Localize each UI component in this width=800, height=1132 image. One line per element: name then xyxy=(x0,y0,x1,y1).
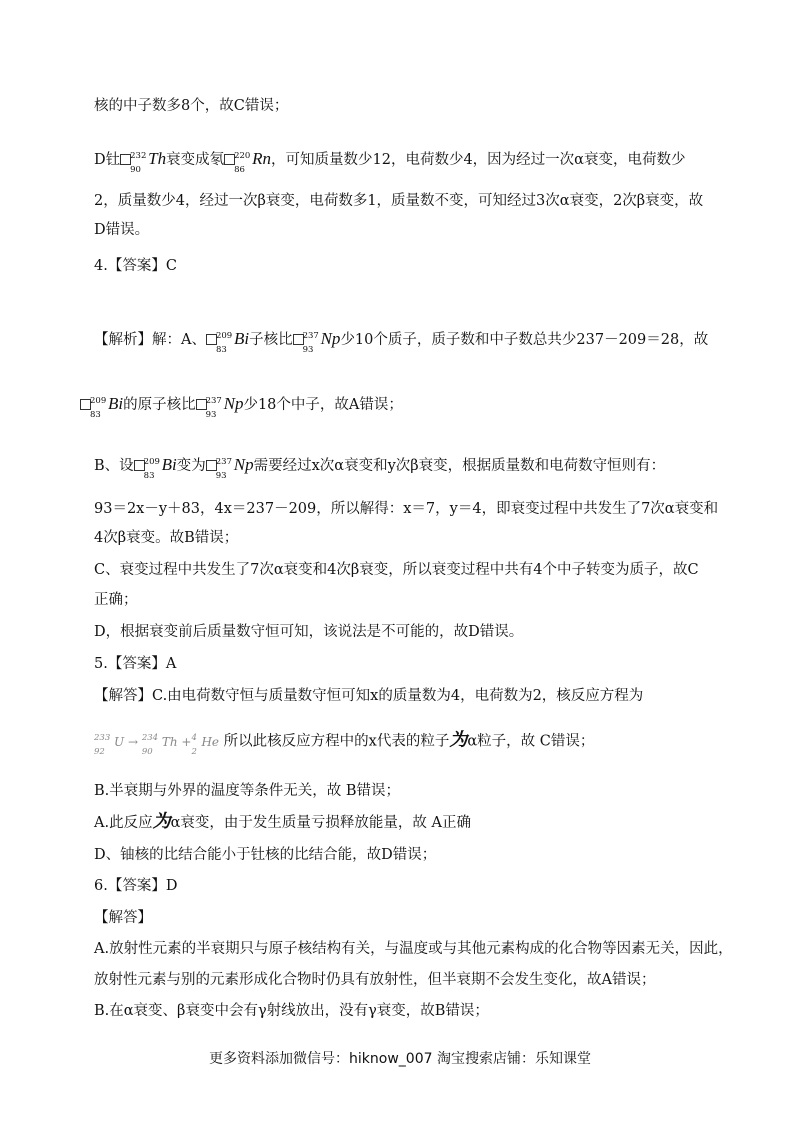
text-span: 少18个中子，故A错误； xyxy=(243,397,403,413)
mass-number: 237 xyxy=(215,457,232,467)
text-line: B.在α衰变、β衰变中会有γ射线放出，没有γ衰变，故B错误； xyxy=(94,1003,489,1019)
mass-number: 209 xyxy=(215,331,233,341)
mass-number: 233 xyxy=(94,733,111,743)
charge-number: 83 xyxy=(90,410,101,420)
charge-number: 92 xyxy=(94,747,105,757)
charge-number: 93 xyxy=(302,345,314,355)
text-line xyxy=(94,454,760,481)
text-line: 正确； xyxy=(94,592,138,608)
text-span: 衰变成氡 xyxy=(166,152,225,168)
text-span: 子核比 xyxy=(249,332,293,348)
text-span: α衰变，由于发生质量亏损释放能量，故 A正确 xyxy=(170,815,471,831)
mass-number: 209 xyxy=(90,396,107,406)
element-symbol: Bi xyxy=(108,394,124,413)
text-line: 核的中子数多8个，故C错误； xyxy=(94,98,289,114)
charge-number: 90 xyxy=(130,165,141,175)
answer-heading: 5.【答案】A xyxy=(94,656,177,672)
text-line: D、铀核的比结合能小于钍核的比结合能，故D错误； xyxy=(94,847,437,863)
mass-number: 220 xyxy=(234,151,251,161)
text-line: 【解答】C.由电荷数守恒与质量数守恒可知x的质量数为4，电荷数为2，核反应方程为 xyxy=(94,688,644,704)
text-line xyxy=(94,729,760,757)
plus-sign: + xyxy=(181,734,192,749)
text-span: A.此反应 xyxy=(94,815,153,831)
mass-number: 237 xyxy=(302,331,319,341)
text-span: 为 xyxy=(449,729,468,751)
text-line xyxy=(94,148,760,175)
charge-number: 93 xyxy=(215,471,227,481)
text-span: 【解析】解：A、 xyxy=(94,332,206,348)
text-span: B、设 xyxy=(94,458,134,474)
text-line: 93＝2x－y＋83，4x＝237－209，所以解得：x＝7，y＝4，即衰变过程中共发生了7次α衰变和 xyxy=(94,501,719,517)
mass-number: 232 xyxy=(130,151,147,161)
text-span: 为 xyxy=(152,811,171,832)
charge-number: 83 xyxy=(215,345,227,355)
reaction-equation-image xyxy=(94,733,220,757)
text-line: C、衰变过程中共发生了7次α衰变和4次β衰变，所以衰变过程中共有4个中子转变为质子，故C xyxy=(94,562,699,578)
mass-number: 4 xyxy=(191,733,197,743)
bismuth-isotope xyxy=(80,393,108,420)
uranium-isotope xyxy=(94,730,114,757)
charge-number: 2 xyxy=(191,747,197,757)
mass-number: 209 xyxy=(143,457,160,467)
text-line: D错误。 xyxy=(94,222,150,238)
text-span: α粒子，故 C错误； xyxy=(467,733,595,750)
text-line: 放射性元素与别的元素形成化合物时仍具有放射性，但半衰期不会发生变化，故A错误； xyxy=(94,972,656,988)
text-span: 所以此核反应方程中的x代表的粒子 xyxy=(223,733,450,750)
text-span: 少10个质子，质子数和中子数总共少237－209＝28，故 xyxy=(340,332,709,348)
text-line: B.半衰期与外界的温度等条件无关，故 B错误； xyxy=(94,783,401,799)
text-span: 变为 xyxy=(176,458,206,474)
element-symbol: Th xyxy=(161,734,178,749)
charge-number: 86 xyxy=(234,165,245,175)
thorium-isotope xyxy=(120,148,148,175)
element-symbol: Np xyxy=(223,394,244,413)
answer-heading: 6.【答案】D xyxy=(94,878,178,894)
charge-number: 83 xyxy=(143,471,155,481)
text-span: 需要经过x次α衰变和y次β衰变，根据质量数和电荷数守恒则有： xyxy=(253,458,666,474)
section-label: 【解答】 xyxy=(94,910,152,926)
charge-number: 93 xyxy=(205,410,217,420)
element-symbol: Np xyxy=(233,455,254,474)
mass-number: 237 xyxy=(205,396,222,406)
text-line xyxy=(94,812,760,833)
text-line xyxy=(94,328,760,355)
element-symbol: He xyxy=(201,734,220,749)
thorium-isotope xyxy=(141,730,162,757)
text-line xyxy=(80,393,760,420)
helium-isotope xyxy=(191,730,201,757)
neptunium-isotope xyxy=(196,393,224,420)
text-line: 2，质量数少4，经过一次β衰变，电荷数多1，质量数不变，可知经过3次α衰变，2次β衰变，故 xyxy=(94,193,704,209)
element-symbol: Rn xyxy=(252,149,271,168)
bismuth-isotope xyxy=(134,454,162,481)
text-span: ，可知质量数少12，电荷数少4，因为经过一次α衰变，电荷数少 xyxy=(271,152,686,168)
charge-number: 90 xyxy=(141,747,153,757)
element-symbol: Bi xyxy=(233,329,250,348)
mass-number: 234 xyxy=(141,733,159,743)
neptunium-isotope xyxy=(206,454,234,481)
element-symbol: U xyxy=(114,734,125,749)
radon-isotope xyxy=(224,148,252,175)
page-footer: 更多资料添加微信号：hiknow_007 淘宝搜索店铺：乐知课堂 xyxy=(209,1051,591,1067)
text-line: 4次β衰变。故B错误； xyxy=(94,530,239,546)
text-span: 的原子核比 xyxy=(123,397,196,413)
arrow-icon: → xyxy=(127,734,139,749)
text-span: D钍 xyxy=(94,152,121,168)
answer-heading: 4.【答案】C xyxy=(94,258,177,274)
element-symbol: Bi xyxy=(161,455,177,474)
bismuth-isotope xyxy=(206,328,234,355)
element-symbol: Np xyxy=(320,329,341,348)
neptunium-isotope xyxy=(293,328,321,355)
element-symbol: Th xyxy=(148,149,167,168)
text-line: D，根据衰变前后质量数守恒可知，该说法是不可能的，故D错误。 xyxy=(94,624,524,640)
text-line: A.放射性元素的半衰期只与原子核结构有关，与温度或与其他元素构成的化合物等因素无关，因此， xyxy=(94,941,733,957)
